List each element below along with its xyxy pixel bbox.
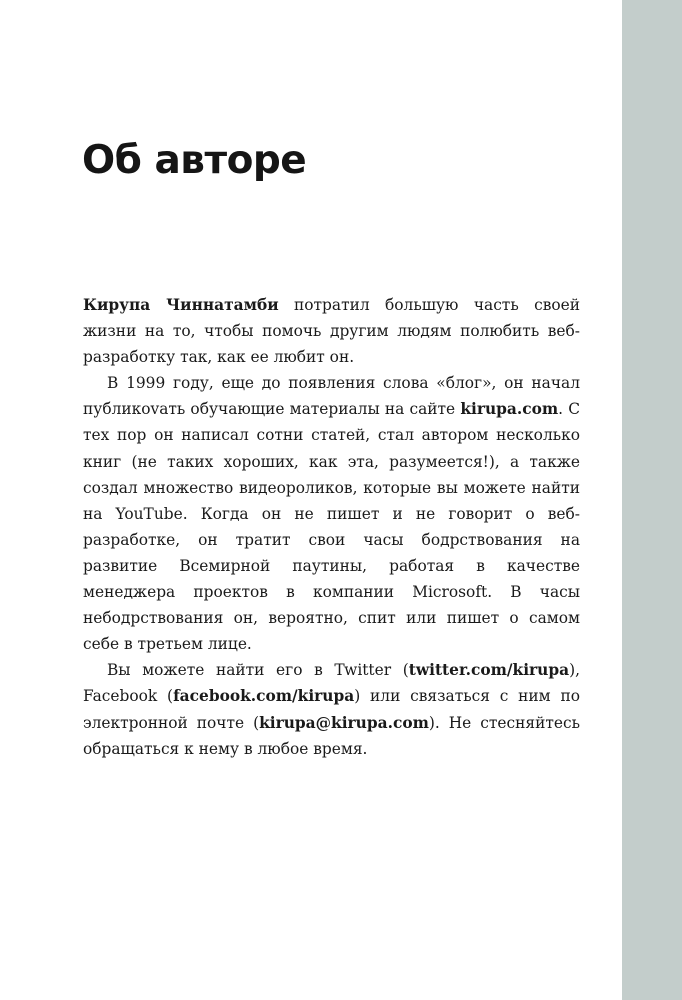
paragraph-career-text-1: В 1999 году, еще до появления слова «блог», он начал публикоvать обучающие материалы на сайте: [83, 374, 580, 419]
paragraph-intro: [83, 292, 580, 370]
paragraph-contacts-text-3: ) или связаться с ним по электронной почте (: [83, 687, 580, 732]
page-title: Об авторе: [82, 138, 307, 183]
email-link: kirupa@kirupa.com: [259, 713, 429, 732]
body-text: [83, 292, 580, 762]
side-color-band: [622, 0, 682, 1000]
paragraph-career: [83, 370, 580, 657]
paragraph-contacts: [83, 657, 580, 761]
paragraph-contacts-text-2: ), Facebook (: [83, 661, 580, 706]
site-link: kirupa.com: [460, 400, 559, 419]
paragraph-contacts-text-4: ). Не стесняйтесь обращаться к нему в любое время.: [83, 713, 580, 758]
paragraph-contacts-text-1: Вы можете найти его в Twitter (: [107, 661, 409, 680]
paragraph-intro-text: потратил большую часть своей жизни на то, чтобы помочь другим людям полюбить веб-разработку так, как ее любит он.: [83, 296, 580, 367]
twitter-link: twitter.com/kirupa: [408, 661, 570, 680]
paragraph-career-text-2: . С тех пор он написал сотни статей, стал автором несколько книг (не таких хороших, как эта, разумеется!), а также создал множество видеороликов, которые вы можете найти на YouTube. Когда он не пишет и не говорит о веб-разработке, он тратит свои часы бодрствования на развитие Всемирной паутины, работая в качестве менеджера проектов в компании Microsoft. В часы небодрствования он, вероятно, спит или пишет о самом себе в третьем лице.: [83, 400, 580, 654]
facebook-link: facebook.com/kirupa: [173, 687, 355, 706]
author-name: Кирупа Чиннатамби: [83, 296, 279, 314]
